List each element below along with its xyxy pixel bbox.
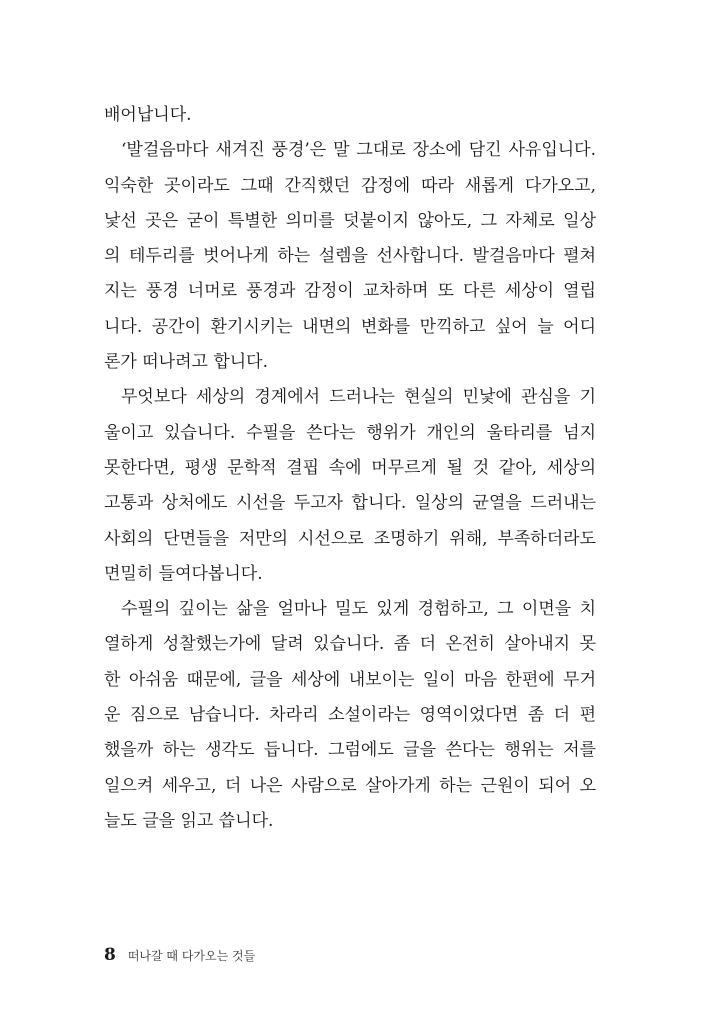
text-line: 운 짐으로 남습니다. 차라리 소설이라는 영역이었다면 좀 더 편 <box>104 705 596 726</box>
text-line: 론가 떠나려고 합니다. <box>104 352 269 373</box>
running-title: 떠나갈 때 다가오는 것들 <box>127 949 256 963</box>
text-line: 의 테두리를 벗어나게 하는 설렘을 선사합니다. 발걸음마다 펼쳐 <box>104 246 596 267</box>
body-text <box>104 98 596 839</box>
text-line: 사회의 단면들을 저만의 시선으로 조명하기 위해, 부족하더라도 <box>104 528 596 549</box>
text-line: 배어납니다. <box>104 105 192 125</box>
text-line: 니다. 공간이 환기시키는 내면의 변화를 만끽하고 싶어 늘 어디 <box>104 316 596 337</box>
page-number: 8 <box>104 945 116 965</box>
text-line: 익숙한 곳이라도 그때 간직했던 감정에 따라 새롭게 다가오고, <box>104 175 596 196</box>
text-line: ‘발걸음마다 새겨진 풍경’은 말 그대로 장소에 담긴 사유입니다. <box>121 140 596 161</box>
text-line: 낯선 곳은 굳이 특별한 의미를 덧붙이지 않아도, 그 자체로 일상 <box>104 210 596 231</box>
text-line: 수필의 깊이는 삶을 얼마나 밀도 있게 경험하고, 그 이면을 치 <box>121 599 596 620</box>
text-line: 열하게 성찰했는가에 달려 있습니다. 좀 더 온전히 살아내지 못 <box>104 634 596 655</box>
text-line: 못한다면, 평생 문학적 결핍 속에 머무르게 될 것 같아, 세상의 <box>104 457 596 478</box>
text-line: 일으켜 세우고, 더 나은 사람으로 살아가게 하는 근원이 되어 오 <box>104 775 596 796</box>
text-line: 한 아쉬움 때문에, 글을 세상에 내보이는 일이 마음 한편에 무거 <box>104 669 596 690</box>
text-line: 무엇보다 세상의 경계에서 드러나는 현실의 민낯에 관심을 기 <box>121 387 596 408</box>
text-line: 늘도 글을 읽고 씁니다. <box>104 810 274 831</box>
text-line: 고통과 상처에도 시선을 두고자 합니다. 일상의 균열을 드러내는 <box>104 493 596 514</box>
page-footer <box>104 945 255 969</box>
text-line: 했을까 하는 생각도 듭니다. 그럼에도 글을 쓴다는 행위는 저를 <box>104 740 596 761</box>
text-line: 면밀히 들여다봅니다. <box>104 563 263 584</box>
text-line: 지는 풍경 너머로 풍경과 감정이 교차하며 또 다른 세상이 열립 <box>104 281 596 302</box>
text-line: 울이고 있습니다. 수필을 쓴다는 행위가 개인의 울타리를 넘지 <box>104 422 596 443</box>
